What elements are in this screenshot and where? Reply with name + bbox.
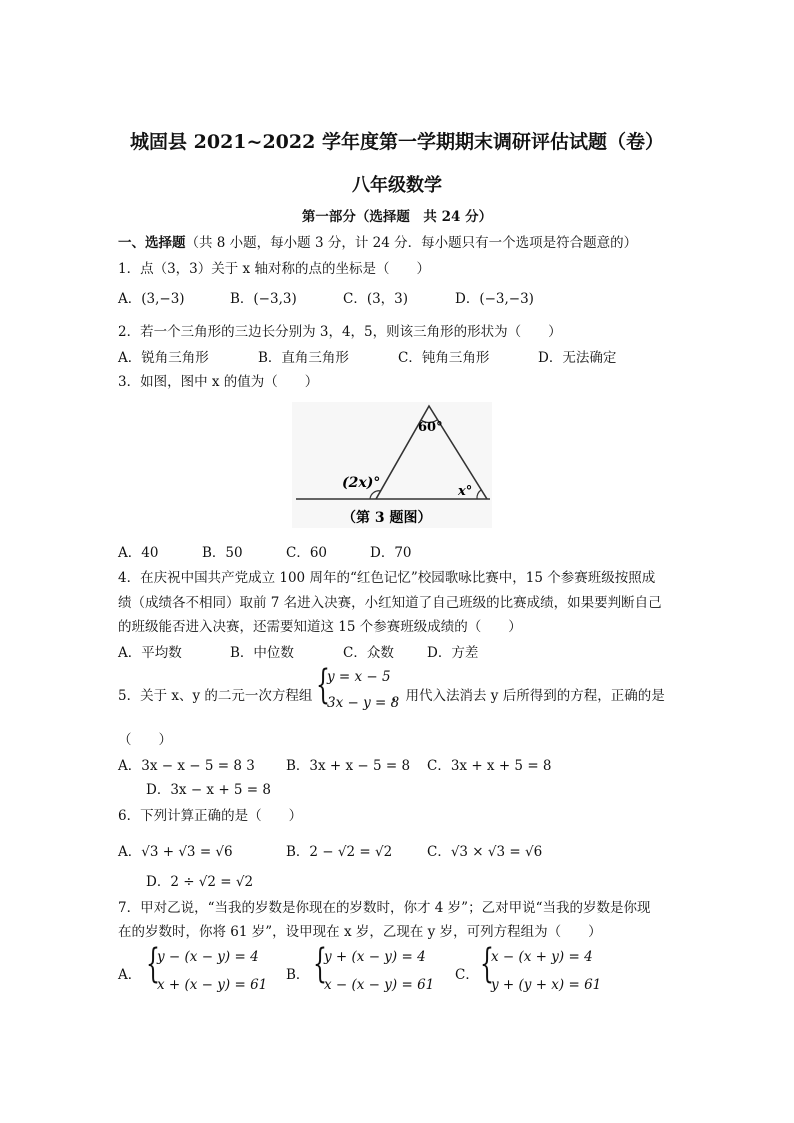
question-5-option-a: A．3x − x − 5 = 8 3 (118, 758, 255, 774)
triangle-figure (290, 398, 500, 530)
part-heading: 第一部分（选择题 共 24 分） (301, 209, 493, 225)
question-4-option-b: B．中位数 (230, 645, 294, 661)
question-5-stem-before: 5．关于 x、y 的二元一次方程组 (118, 688, 313, 704)
question-7-option-b-label: B． (286, 967, 310, 983)
question-6-option-c: C．√3 × √3 = √6 (427, 844, 543, 860)
question-5-option-b: B．3x + x − 5 = 8 (286, 758, 411, 774)
angle-right-label: x° (458, 484, 473, 499)
question-6-stem: 6．下列计算正确的是（ ） (118, 808, 303, 824)
question-7-option-c-label: C． (455, 967, 479, 983)
option-c-brace-icon: { (480, 941, 494, 987)
question-1-option-d: D．(−3,−3) (455, 291, 534, 307)
question-5-stem-cont: （ ） (118, 732, 172, 748)
question-5-option-c: C．3x + x + 5 = 8 (427, 758, 552, 774)
question-5-system-line-1: y = x − 5 (327, 669, 391, 685)
question-1-option-c: C．(3，3) (343, 291, 409, 307)
question-1-option-a: A．(3,−3) (118, 291, 185, 307)
section-instructions: （共 8 小题，每小题 3 分，计 24 分．每小题只有一个选项是符合题意的） (185, 235, 638, 251)
question-5-stem-after: ，用代入法消去 y 后所得到的方程，正确的是 (392, 688, 665, 704)
question-4-stem-line-3: 的班级能否进入决赛，还需要知道这 15 个参赛班级成绩的（ ） (118, 619, 522, 635)
question-1-option-b: B．(−3,3) (230, 291, 297, 307)
question-7-option-a-label: A． (118, 967, 142, 983)
question-7-option-b-line-1: y + (x − y) = 4 (324, 949, 426, 965)
question-3-option-c: C．60 (286, 545, 328, 561)
question-4-option-c: C．众数 (343, 645, 394, 661)
section-label: 一、选择题 (118, 235, 186, 251)
question-4-stem-line-2: 绩（成绩各不相同）取前 7 名进入决赛，小红知道了自己班级的比赛成绩，如果要判断自己 (118, 595, 662, 611)
question-3-option-b: B．50 (202, 545, 243, 561)
section-heading (118, 231, 637, 251)
question-2-option-b: B．直角三角形 (258, 350, 349, 366)
question-3-stem: 3．如图，图中 x 的值为（ ） (118, 374, 319, 390)
question-4-stem-line-1: 4．在庆祝中国共产党成立 100 周年的“红色记忆”校园歌咏比赛中，15 个参赛班级按照成 (118, 570, 656, 586)
option-b-brace-icon: { (313, 941, 327, 987)
question-2-option-d: D．无法确定 (538, 350, 617, 366)
question-7-stem-line-2: 在的岁数时，你将 61 岁”，设甲现在 x 岁，乙现在 y 岁，可列方程组为（ ） (118, 924, 602, 940)
exam-subject: 八年级数学 (352, 175, 442, 196)
question-7-option-c-line-2: y + (y + x) = 61 (491, 977, 602, 993)
question-1-stem: 1．点（3，3）关于 x 轴对称的点的坐标是（ ） (118, 261, 430, 277)
question-3-option-d: D．70 (370, 545, 412, 561)
question-7-option-c-line-1: x − (x + y) = 4 (491, 949, 593, 965)
question-2-option-a: A．锐角三角形 (118, 350, 209, 366)
question-7-option-a-line-2: x + (x − y) = 61 (157, 977, 268, 993)
angle-left-label: (2x)° (342, 475, 381, 491)
figure-caption: （第 3 题图） (342, 510, 432, 526)
question-7-option-b-line-2: x − (x − y) = 61 (324, 977, 435, 993)
question-5-system-line-2: 3x − y = 8 (327, 695, 400, 711)
system-brace-icon: { (316, 662, 330, 708)
question-4-option-a: A．平均数 (118, 645, 182, 661)
option-a-brace-icon: { (146, 941, 160, 987)
question-7-option-a-line-1: y − (x − y) = 4 (157, 949, 259, 965)
question-7-stem-line-1: 7．甲对乙说，“当我的岁数是你现在的岁数时，你才 4 岁”；乙对甲说“当我的岁数是你现 (118, 900, 651, 916)
exam-title: 城固县 2021~2022 学年度第一学期期末调研评估试题（卷） (130, 131, 664, 153)
question-6-option-b: B．2 − √2 = √2 (286, 844, 393, 860)
question-2-option-c: C．钝角三角形 (398, 350, 490, 366)
question-6-option-a: A．√3 + √3 = √6 (118, 844, 233, 860)
question-3-option-a: A．40 (118, 545, 159, 561)
question-5-option-d: D．3x − x + 5 = 8 (146, 782, 272, 798)
question-4-option-d: D．方差 (427, 645, 479, 661)
question-6-option-d: D．2 ÷ √2 = √2 (146, 874, 254, 890)
question-2-stem: 2．若一个三角形的三边长分别为 3，4，5，则该三角形的形状为（ ） (118, 324, 562, 340)
angle-top-label: 60° (418, 420, 443, 435)
